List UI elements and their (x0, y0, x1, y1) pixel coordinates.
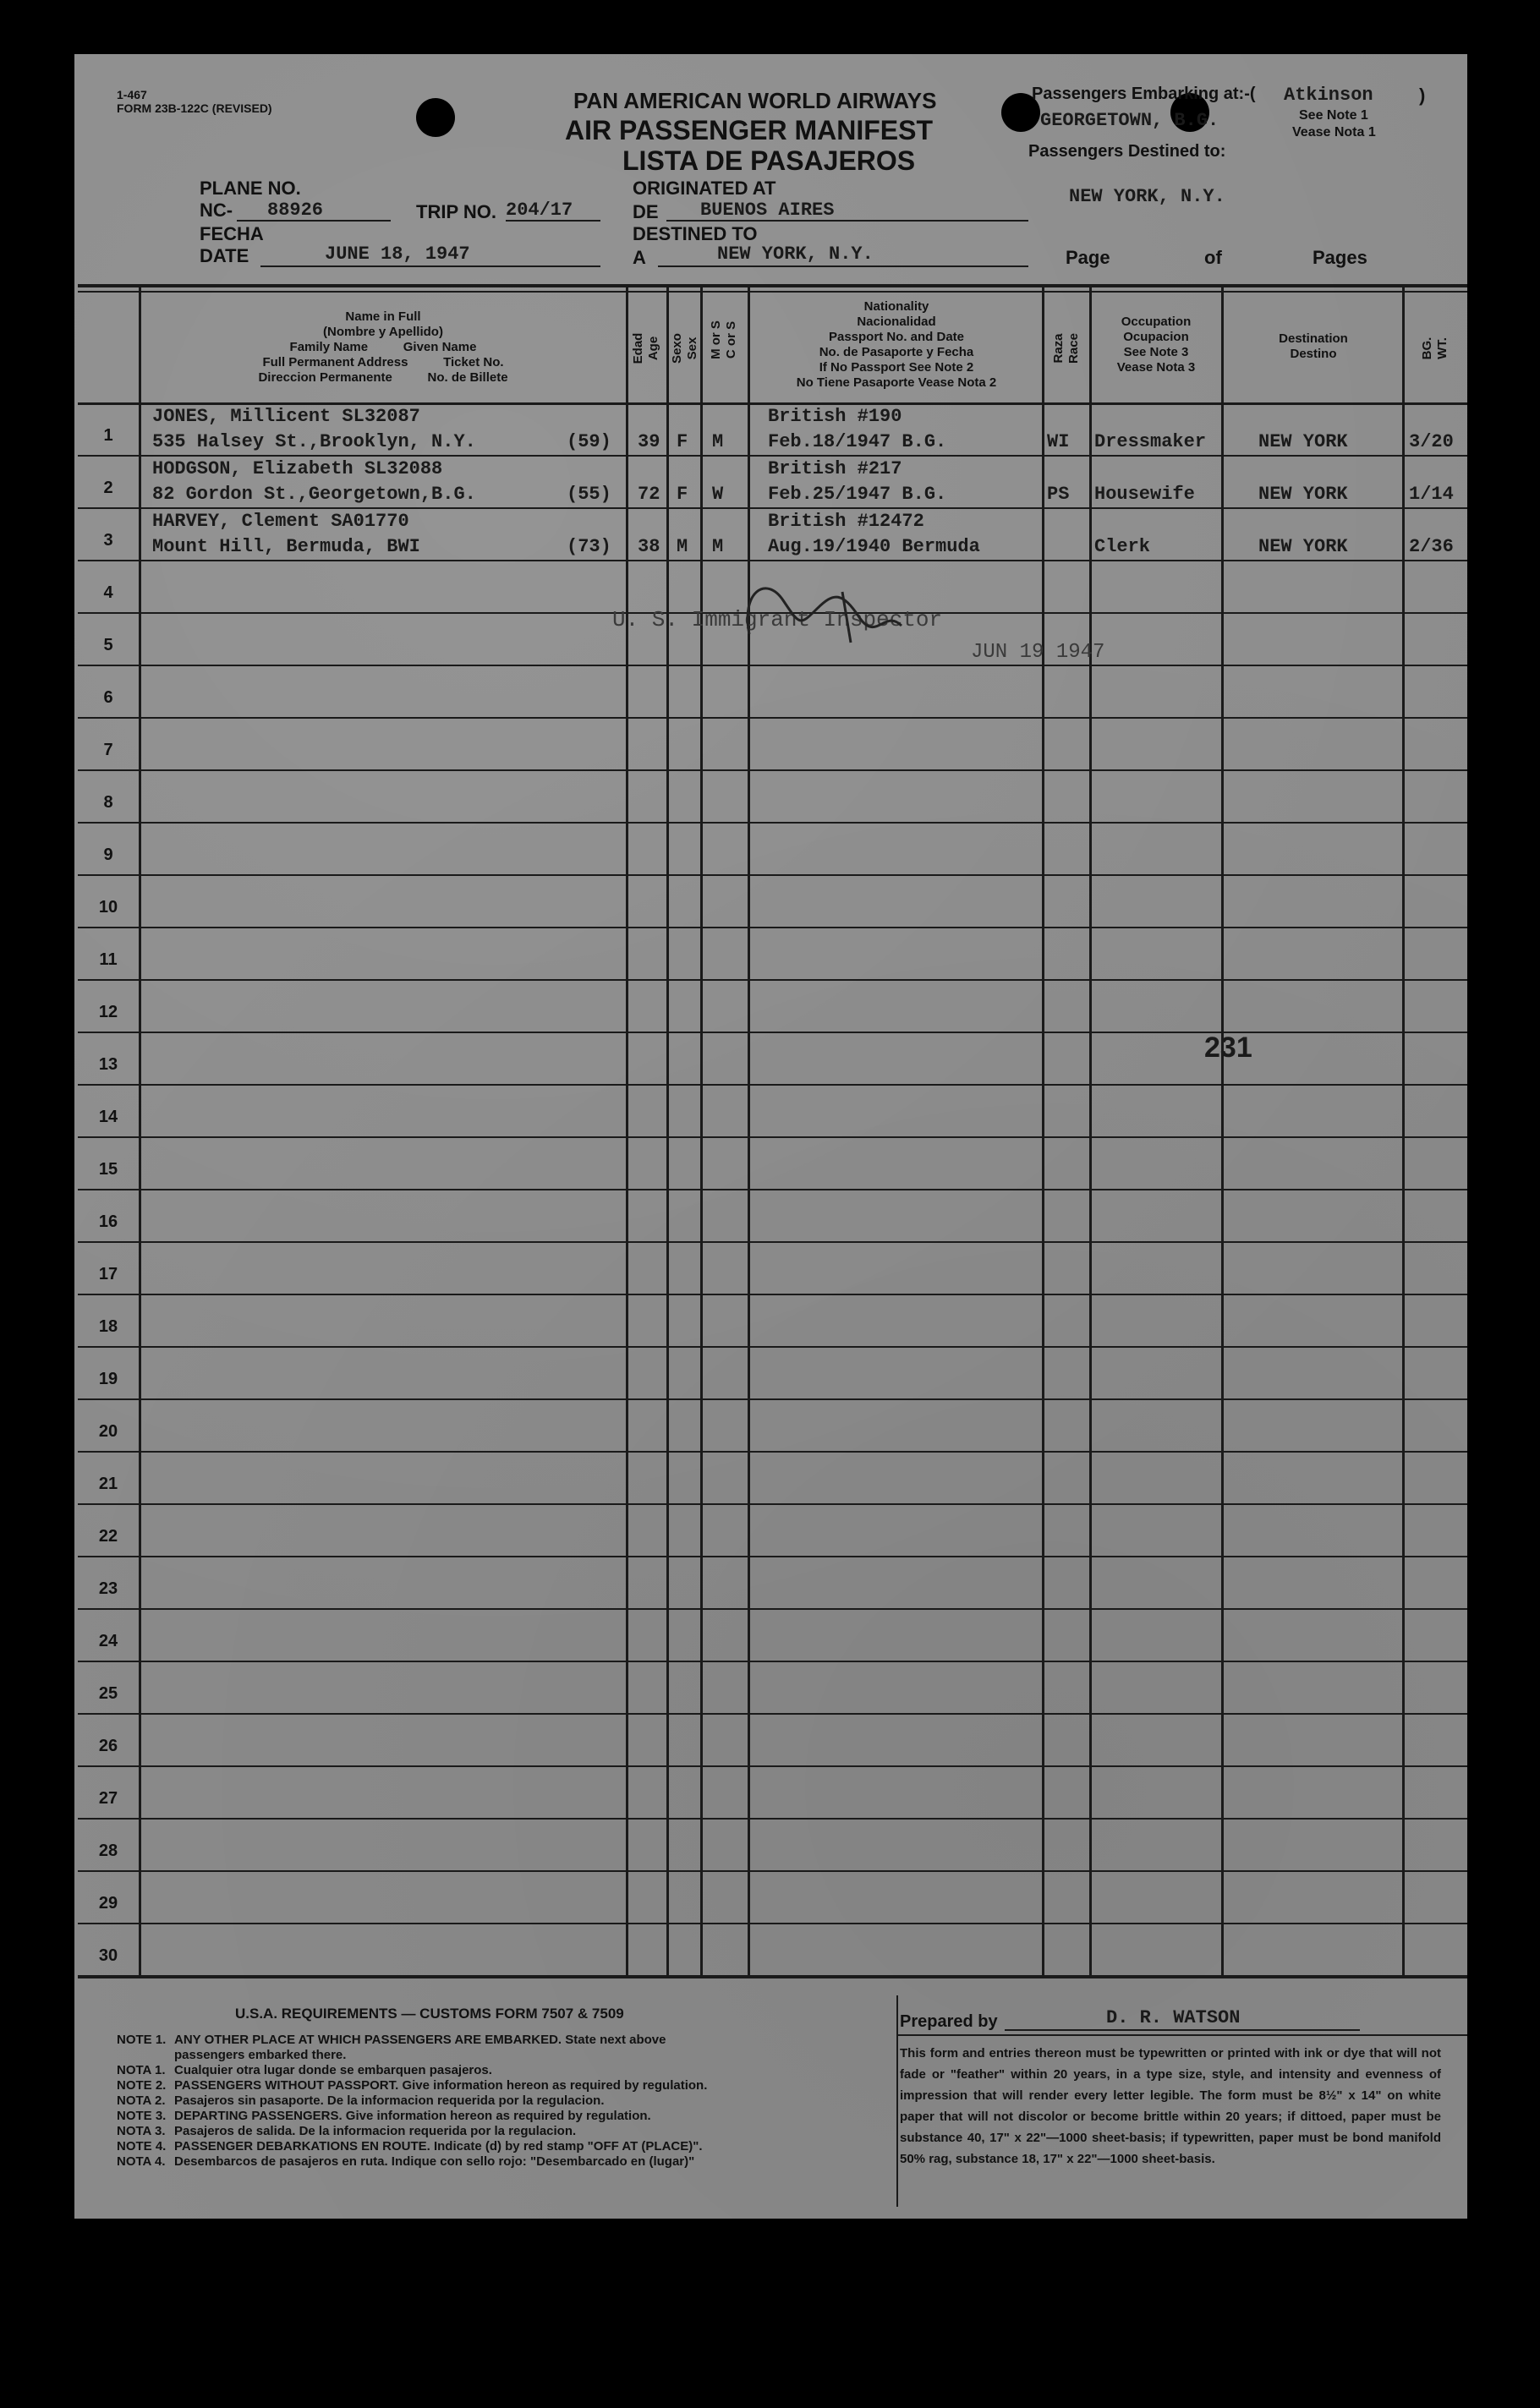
passenger-destination: NEW YORK (1258, 484, 1348, 505)
destined-to-label: DESTINED TO (633, 223, 758, 244)
marital-status: W (712, 484, 724, 505)
trip-label: TRIP NO. (416, 201, 496, 222)
footer-rule (896, 2034, 1467, 2036)
note-text: PASSENGER DEBARKATIONS EN ROUTE. Indicate (d) by red stamp "OFF AT (PLACE)". (174, 2139, 703, 2154)
row-number: 20 (98, 1422, 118, 1441)
requirements-heading: U.S.A. REQUIREMENTS — CUSTOMS FORM 7507 & 7509 (235, 2006, 624, 2022)
column-divider (1402, 287, 1405, 1975)
note-line (117, 2124, 576, 2139)
passenger-address: 82 Gordon St.,Georgetown,B.G. (152, 484, 476, 505)
row-number: 22 (98, 1527, 118, 1546)
column-divider (626, 287, 628, 1975)
note-line (117, 2048, 346, 2063)
table-top-border (78, 291, 1467, 293)
passenger-race: PS (1047, 484, 1070, 505)
passport-number: British #12472 (768, 511, 924, 532)
note-text: ANY OTHER PLACE AT WHICH PASSENGERS ARE EMBARKED. State next above (174, 2033, 666, 2047)
row-number: 4 (103, 583, 113, 602)
note-line (117, 2093, 605, 2109)
table-top-border (78, 284, 1467, 287)
page-label: Page (1066, 247, 1110, 268)
passenger-occupation: Dressmaker (1094, 431, 1207, 452)
marital-status: M (712, 431, 724, 452)
row-divider (78, 507, 1467, 509)
row-number: 21 (98, 1475, 118, 1493)
col-bg-header: BG. WT. (1420, 337, 1450, 360)
table-bottom-border (78, 1975, 1467, 1978)
note-text: Pasajeros sin pasaporte. De la informacion requerida por la regulacion. (174, 2093, 605, 2108)
note-line (117, 2109, 651, 2124)
passport-number: British #217 (768, 458, 902, 479)
underline (1005, 2029, 1360, 2031)
col-destination-header: Destination Destino (1279, 331, 1348, 361)
note-text: Pasajeros de salida. De la informacion requerida por la regulacion. (174, 2124, 577, 2138)
note-text: PASSENGERS WITHOUT PASSPORT. Give information hereon as required by regulation. (174, 2078, 708, 2093)
note-text: Cualquier otra lugar donde se embarquen pasajeros. (174, 2063, 492, 2077)
see-note-1: See Note 1 (1299, 108, 1368, 123)
row-divider (78, 1398, 1467, 1400)
row-number: 12 (98, 1003, 118, 1021)
row-number: 17 (98, 1265, 118, 1283)
passenger-name: HARVEY, Clement SA01770 (152, 511, 409, 532)
note-text: passengers embarked there. (174, 2048, 347, 2062)
row-divider (78, 1241, 1467, 1243)
note-text: DEPARTING PASSENGERS. Give information hereon as required by regulation. (174, 2109, 651, 2123)
row-number: 27 (98, 1789, 118, 1808)
row-number: 26 (98, 1737, 118, 1755)
plane-number: 88926 (267, 200, 324, 221)
passenger-address: 535 Halsey St.,Brooklyn, N.Y. (152, 431, 476, 452)
row-number: 11 (99, 950, 118, 969)
form-instructions: This form and entries thereon must be typewritten or printed with ink or dye that will not fade or "feather" within 20 years, in a type size, style, and intensity and evenness of impression that will render every letter legible. The form must be 8½" x 14" on white paper that will not discolor or become brittle within 20 years; if dittoed, paper must be substance 40, 17" x 22"—1000 sheet-basis; if typewritten, paper must be bond manifold 50% rag, substance 18, 17" x 22"—1000 sheet-basis. (900, 2046, 1441, 2166)
passenger-name: JONES, Millicent SL32087 (152, 406, 420, 427)
passenger-age: 39 (638, 431, 660, 452)
row-number: 1 (103, 426, 113, 445)
passenger-name: HODGSON, Elizabeth SL32088 (152, 458, 443, 479)
date-label: DATE (200, 245, 249, 266)
destined-to-value: NEW YORK, N.Y. (717, 244, 874, 265)
row-number: 23 (98, 1579, 118, 1598)
passenger-age: 72 (638, 484, 660, 505)
row-number: 6 (103, 688, 113, 707)
col-sex-header: Sexo Sex (670, 333, 699, 364)
ticket-number: (59) (567, 431, 611, 452)
underline (260, 265, 600, 267)
baggage-weight: 3/20 (1409, 431, 1454, 452)
row-divider (78, 1294, 1467, 1295)
column-divider (1042, 287, 1044, 1975)
row-divider (78, 717, 1467, 719)
col-marital-header: M or S C or S (709, 320, 738, 359)
row-divider (78, 1032, 1467, 1033)
passenger-destination: NEW YORK (1258, 431, 1348, 452)
row-divider (78, 455, 1467, 457)
passenger-sex: M (677, 536, 688, 557)
row-divider (78, 822, 1467, 824)
row-number: 18 (98, 1317, 118, 1336)
row-number: 7 (103, 741, 113, 759)
manifest-title: AIR PASSENGER MANIFEST (565, 115, 933, 145)
row-divider (78, 1713, 1467, 1715)
row-divider (78, 1136, 1467, 1138)
prepared-by-value: D. R. WATSON (1106, 2007, 1241, 2028)
note-line (117, 2063, 492, 2078)
row-number: 9 (103, 846, 113, 864)
passport-number: British #190 (768, 406, 902, 427)
passenger-address: Mount Hill, Bermuda, BWI (152, 536, 420, 557)
column-divider (1089, 287, 1092, 1975)
row-number: 28 (98, 1842, 118, 1860)
passenger-sex: F (677, 484, 688, 505)
row-divider (78, 1084, 1467, 1086)
note-label: NOTE 1. (117, 2033, 167, 2047)
note-label: NOTE 3. (117, 2109, 167, 2123)
note-label: NOTE 2. (117, 2078, 167, 2093)
passenger-race: WI (1047, 431, 1070, 452)
row-divider (78, 1818, 1467, 1820)
embarking-label: Passengers Embarking at:-( (1032, 85, 1256, 103)
fecha-label: FECHA (200, 223, 264, 244)
row-divider (78, 769, 1467, 771)
row-divider (78, 1661, 1467, 1662)
nc-label: NC- (200, 200, 233, 221)
column-divider (700, 287, 703, 1975)
form-number: 1-467 FORM 23B-122C (REVISED) (117, 88, 272, 115)
embarking-close: ) (1419, 85, 1426, 106)
note-line (117, 2154, 694, 2170)
pages-label: Pages (1313, 247, 1367, 268)
trip-number: 204/17 (506, 200, 573, 221)
passport-date: Feb.25/1947 B.G. (768, 484, 947, 505)
row-divider (78, 1503, 1467, 1505)
vease-nota-1: Vease Nota 1 (1292, 125, 1376, 140)
originated-value: BUENOS AIRES (700, 200, 835, 221)
row-number: 10 (98, 898, 118, 917)
col-race-header: Raza Race (1051, 333, 1081, 364)
passenger-sex: F (677, 431, 688, 452)
inspection-date-stamp: JUN 19 1947 (971, 641, 1105, 664)
row-number: 15 (98, 1160, 118, 1179)
prepared-by-label: Prepared by (900, 2012, 998, 2031)
row-divider (78, 1451, 1467, 1453)
row-number: 5 (103, 636, 113, 654)
note-label: NOTE 4. (117, 2139, 167, 2154)
row-divider (78, 927, 1467, 928)
baggage-weight: 2/36 (1409, 536, 1454, 557)
manifest-document (74, 54, 1467, 2219)
row-divider (78, 1923, 1467, 1924)
col-name-header: Name in Full (Nombre y Apellido) Family Name Given Name Full Permanent Address Ticket No. Direccion Permanente No. de Billete (258, 309, 508, 385)
row-number: 24 (98, 1632, 118, 1650)
underline (658, 265, 1028, 267)
row-divider (78, 1346, 1467, 1348)
note-line (117, 2033, 666, 2048)
row-number: 14 (98, 1108, 118, 1126)
immigrant-inspector-stamp: U. S. Immigrant Inspector (612, 607, 943, 632)
flight-date: JUNE 18, 1947 (325, 244, 470, 265)
row-divider (78, 1189, 1467, 1190)
embarking-value: Atkinson (1284, 85, 1373, 106)
note-label: NOTA 3. (117, 2124, 166, 2138)
note-label: NOTA 2. (117, 2093, 166, 2108)
a-label: A (633, 247, 646, 268)
row-number: 19 (98, 1370, 118, 1388)
row-divider (78, 1765, 1467, 1767)
col-age-header: Edad Age (631, 332, 660, 364)
note-line (117, 2139, 703, 2154)
column-divider (666, 287, 669, 1975)
baggage-weight: 1/14 (1409, 484, 1454, 505)
row-number: 30 (98, 1946, 118, 1965)
page-stamp-number: 231 (1204, 1032, 1252, 1064)
note-text: Desembarcos de pasajeros en ruta. Indique con sello rojo: "Desembarcado en (lugar)" (174, 2154, 695, 2169)
note-label: NOTA 4. (117, 2154, 166, 2169)
plane-label: PLANE NO. (200, 178, 301, 199)
marital-status: M (712, 536, 724, 557)
column-divider (139, 287, 141, 1975)
passenger-occupation: Housewife (1094, 484, 1195, 505)
destined-value: NEW YORK, N.Y. (1069, 186, 1225, 207)
column-divider (748, 287, 750, 1975)
passport-date: Feb.18/1947 B.G. (768, 431, 947, 452)
row-divider (78, 1556, 1467, 1557)
row-divider (78, 874, 1467, 876)
embarking-place: GEORGETOWN, B.G. (1040, 110, 1219, 131)
de-label: DE (633, 201, 659, 222)
airline-name: PAN AMERICAN WORLD AIRWAYS (573, 88, 937, 113)
note-line (117, 2078, 707, 2093)
column-divider (1221, 287, 1224, 1975)
footer-divider (896, 1995, 898, 2207)
row-number: 13 (98, 1055, 118, 1074)
inspector-signature (732, 558, 918, 659)
originated-label: ORIGINATED AT (633, 178, 776, 199)
destined-label: Passengers Destined to: (1028, 142, 1226, 161)
row-divider (78, 665, 1467, 666)
row-number: 29 (98, 1894, 118, 1913)
manifest-title-es: LISTA DE PASAJEROS (622, 145, 916, 176)
of-label: of (1204, 247, 1222, 268)
passenger-destination: NEW YORK (1258, 536, 1348, 557)
passenger-age: 38 (638, 536, 660, 557)
passenger-occupation: Clerk (1094, 536, 1151, 557)
row-number: 16 (98, 1212, 118, 1231)
col-nationality-header: Nationality Nacionalidad Passport No. and Date No. de Pasaporte y Fecha If No Passport See Note 2 No Tiene Pasaporte Vease Nota 2 (796, 299, 997, 390)
note-label: NOTA 1. (117, 2063, 166, 2077)
row-divider (78, 1870, 1467, 1872)
row-number: 3 (103, 531, 113, 550)
col-occupation-header: Occupation Ocupacion See Note 3 Vease Nota 3 (1116, 315, 1196, 375)
ticket-number: (55) (567, 484, 611, 505)
ticket-number: (73) (567, 536, 611, 557)
row-number: 2 (103, 479, 113, 497)
header-bottom-border (78, 402, 1467, 405)
row-number: 8 (103, 793, 113, 812)
passport-date: Aug.19/1940 Bermuda (768, 536, 980, 557)
punch-hole (416, 98, 455, 137)
row-number: 25 (98, 1684, 118, 1703)
row-divider (78, 979, 1467, 981)
row-divider (78, 1608, 1467, 1610)
